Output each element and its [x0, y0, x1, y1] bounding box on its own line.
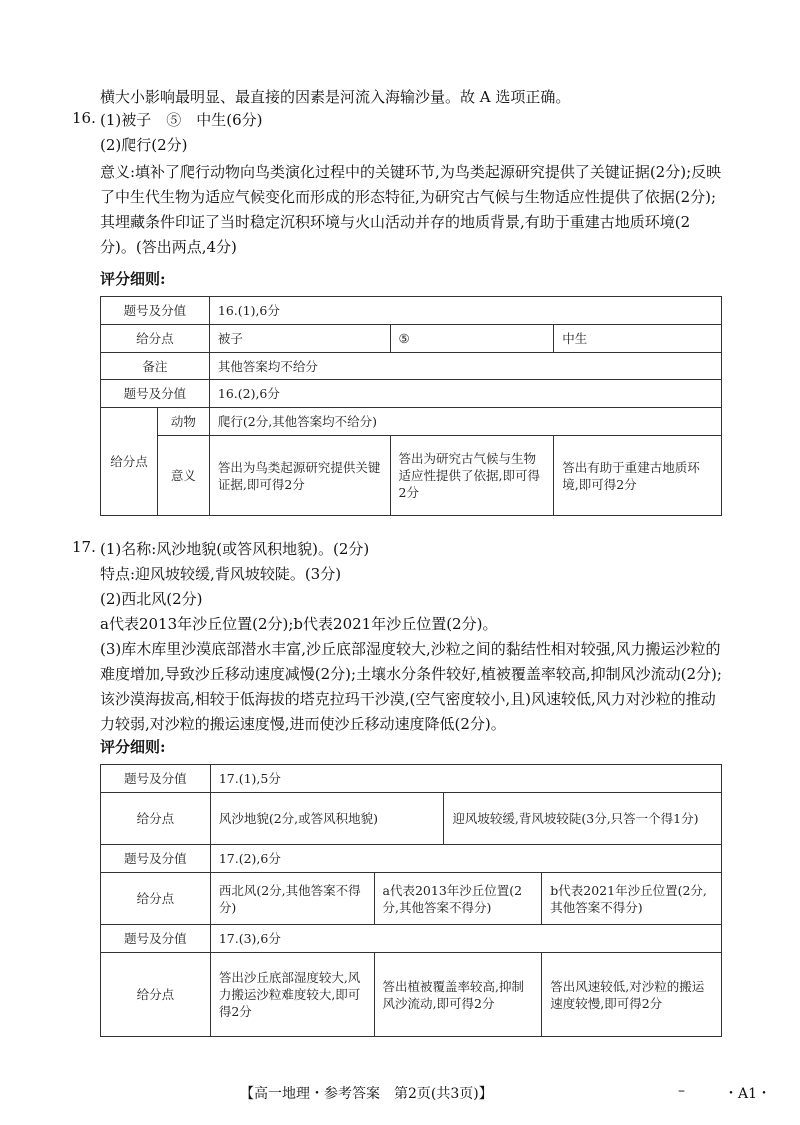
- q17-part1-name: (1)名称:风沙地貌(或答风积地貌)。(2分): [100, 540, 370, 558]
- table-cell: 17.(1),5分: [210, 765, 721, 793]
- table-cell: 答出有助于重建古地质环境,即可得2分: [554, 436, 722, 516]
- table-cell: 中生: [554, 325, 722, 353]
- table-cell: 题号及分值: [101, 765, 211, 793]
- q16-part1: (1)被子 ⑤ 中生(6分): [100, 111, 263, 129]
- intro-line: 横大小影响最明显、最直接的因素是河流入海输沙量。故 A 选项正确。: [100, 88, 571, 106]
- q16-grading-table: [100, 296, 722, 516]
- table-cell: 16.(2),6分: [209, 380, 721, 408]
- table-cell: 题号及分值: [101, 297, 210, 325]
- table-cell: 爬行(2分,其他答案均不给分): [209, 408, 721, 436]
- q17-part3: (3)库木库里沙漠底部潜水丰富,沙丘底部湿度较大,沙粒之间的黏结性相对较强,风力搬运沙粒的难度增加,导致沙丘移动速度减慢(2分);土壤水分条件较好,植被覆盖率较高,抑制风沙流动(2分);该沙漠海拔高,相较于低海拔的塔克拉玛干沙漠,(空气密度较小,且)风速较低,风力对沙粒的推动力较弱,对沙粒的搬运速度慢,进而使沙丘移动速度降低(2分)。: [100, 640, 722, 733]
- table-cell: 答出为研究古气候与生物适应性提供了依据,即可得2分: [390, 436, 554, 516]
- table-cell: 答出植被覆盖率较高,抑制风沙流动,即可得2分: [374, 953, 542, 1037]
- footer-dash: –: [678, 1083, 685, 1099]
- table-cell: 答出风速较低,对沙粒的搬运速度较慢,即可得2分: [542, 953, 722, 1037]
- table-cell: ⑤: [390, 325, 554, 353]
- table-cell: 迎风坡较缓,背风坡较陡(3分,只答一个得1分): [444, 793, 722, 845]
- footer-code: ・A1・: [724, 1086, 772, 1102]
- table-cell: 给分点: [101, 408, 158, 516]
- table-cell: 风沙地貌(2分,或答风积地貌): [210, 793, 444, 845]
- table-cell: 题号及分值: [101, 925, 211, 953]
- table-cell: 其他答案均不给分: [209, 353, 721, 380]
- q16-grading-title: 评分细则:: [100, 270, 166, 288]
- table-cell: b代表2021年沙丘位置(2分,其他答案不得分): [542, 873, 722, 925]
- q17-number: 17.: [72, 538, 96, 556]
- q17-grading-table: [100, 764, 722, 1037]
- table-cell: 17.(3),6分: [210, 925, 721, 953]
- table-cell: 题号及分值: [101, 845, 211, 873]
- table-cell: 意义: [157, 436, 209, 516]
- footer-page-info: 【高一地理・参考答案 第2页(共3页)】: [240, 1086, 493, 1102]
- table-cell: 16.(1),6分: [209, 297, 721, 325]
- q17-part2-positions: a代表2013年沙丘位置(2分);b代表2021年沙丘位置(2分)。: [100, 615, 498, 633]
- table-cell: 动物: [157, 408, 209, 436]
- q17-part1-feature: 特点:迎风坡较缓,背风坡较陡。(3分): [100, 565, 342, 583]
- q17-part2: (2)西北风(2分): [100, 590, 203, 608]
- table-cell: 备注: [101, 353, 210, 380]
- table-cell: 给分点: [101, 325, 210, 353]
- q16-meaning: 意义:填补了爬行动物向鸟类演化过程中的关键环节,为鸟类起源研究提供了关键证据(2分);反映了中生代生物为适应气候变化而形成的形态特征,为研究古气候与生物适应性提供了依据(2分);其埋藏条件印证了当时稳定沉积环境与火山活动并存的地质背景,有助于重建古地质环境(2分)。(答出两点,4分): [100, 163, 722, 256]
- q16-part2: (2)爬行(2分): [100, 136, 188, 154]
- table-cell: 答出为鸟类起源研究提供关键证据,即可得2分: [209, 436, 390, 516]
- q16-number: 16.: [72, 109, 96, 127]
- table-cell: 给分点: [101, 953, 211, 1037]
- table-cell: 被子: [209, 325, 390, 353]
- table-cell: 给分点: [101, 793, 211, 845]
- table-cell: a代表2013年沙丘位置(2分,其他答案不得分): [374, 873, 542, 925]
- table-cell: 给分点: [101, 873, 211, 925]
- table-cell: 西北风(2分,其他答案不得分): [210, 873, 374, 925]
- table-cell: 题号及分值: [101, 380, 210, 408]
- table-cell: 17.(2),6分: [210, 845, 721, 873]
- table-cell: 答出沙丘底部湿度较大,风力搬运沙粒难度较大,即可得2分: [210, 953, 374, 1037]
- q17-grading-title: 评分细则:: [100, 738, 166, 756]
